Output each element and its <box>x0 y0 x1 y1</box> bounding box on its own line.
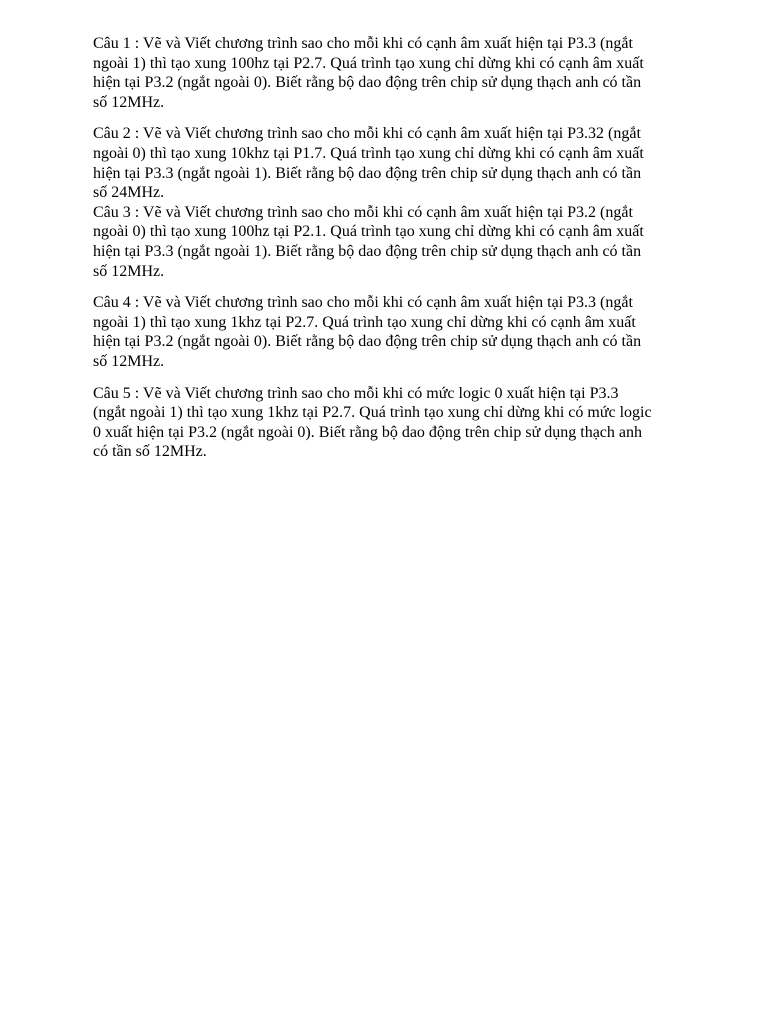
question-2: Câu 2 : Vẽ và Viết chương trình sao cho mỗi khi có cạnh âm xuất hiện tại P3.32 (ngắt ngoài 0) thì tạo xung 10khz tại P1.7. Quá trình tạo xung chỉ dừng khi có cạnh âm xuất hiện tại P3.3 (ngắt ngoài 1). Biết rằng bộ dao động trên chip sử dụng thạch anh có tần số 24MHz. <box>93 125 644 202</box>
question-4: Câu 4 : Vẽ và Viết chương trình sao cho mỗi khi có cạnh âm xuất hiện tại P3.3 (ngắt ngoài 1) thì tạo xung 1khz tại P2.7. Quá trình tạo xung chỉ dừng khi có cạnh âm xuất hiện tại P3.2 (ngắt ngoài 0). Biết rằng bộ dao động trên chip sử dụng thạch anh có tần số 12MHz. <box>93 294 642 370</box>
question-5: Câu 5 : Vẽ và Viết chương trình sao cho mỗi khi có mức logic 0 xuất hiện tại P3.3 (ngắt ngoài 1) thì tạo xung 1khz tại P2.7. Quá trình tạo xung chỉ dừng khi có mức logic 0 xuất hiện tại P3.2 (ngắt ngoài 0). Biết rằng bộ dao động trên chip sử dụng thạch anh có tần số 12MHz. <box>93 384 652 461</box>
question-1: Câu 1 : Vẽ và Viết chương trình sao cho mỗi khi có cạnh âm xuất hiện tại P3.3 (ngắt ngoài 1) thì tạo xung 100hz tại P2.7. Quá trình tạo xung chỉ dừng khi có cạnh âm xuất hiện tại P3.2 (ngắt ngoài 0). Biết rằng bộ dao động trên chip sử dụng thạch anh có tần số 12MHz. <box>93 35 644 111</box>
document-body <box>93 34 713 462</box>
question-3: Câu 3 : Vẽ và Viết chương trình sao cho mỗi khi có cạnh âm xuất hiện tại P3.2 (ngắt ngoài 0) thì tạo xung 100hz tại P2.1. Quá trình tạo xung chỉ dừng khi có cạnh âm xuất hiện tại P3.3 (ngắt ngoài 1). Biết rằng bộ dao động trên chip sử dụng thạch anh có tần số 12MHz. <box>93 203 644 280</box>
